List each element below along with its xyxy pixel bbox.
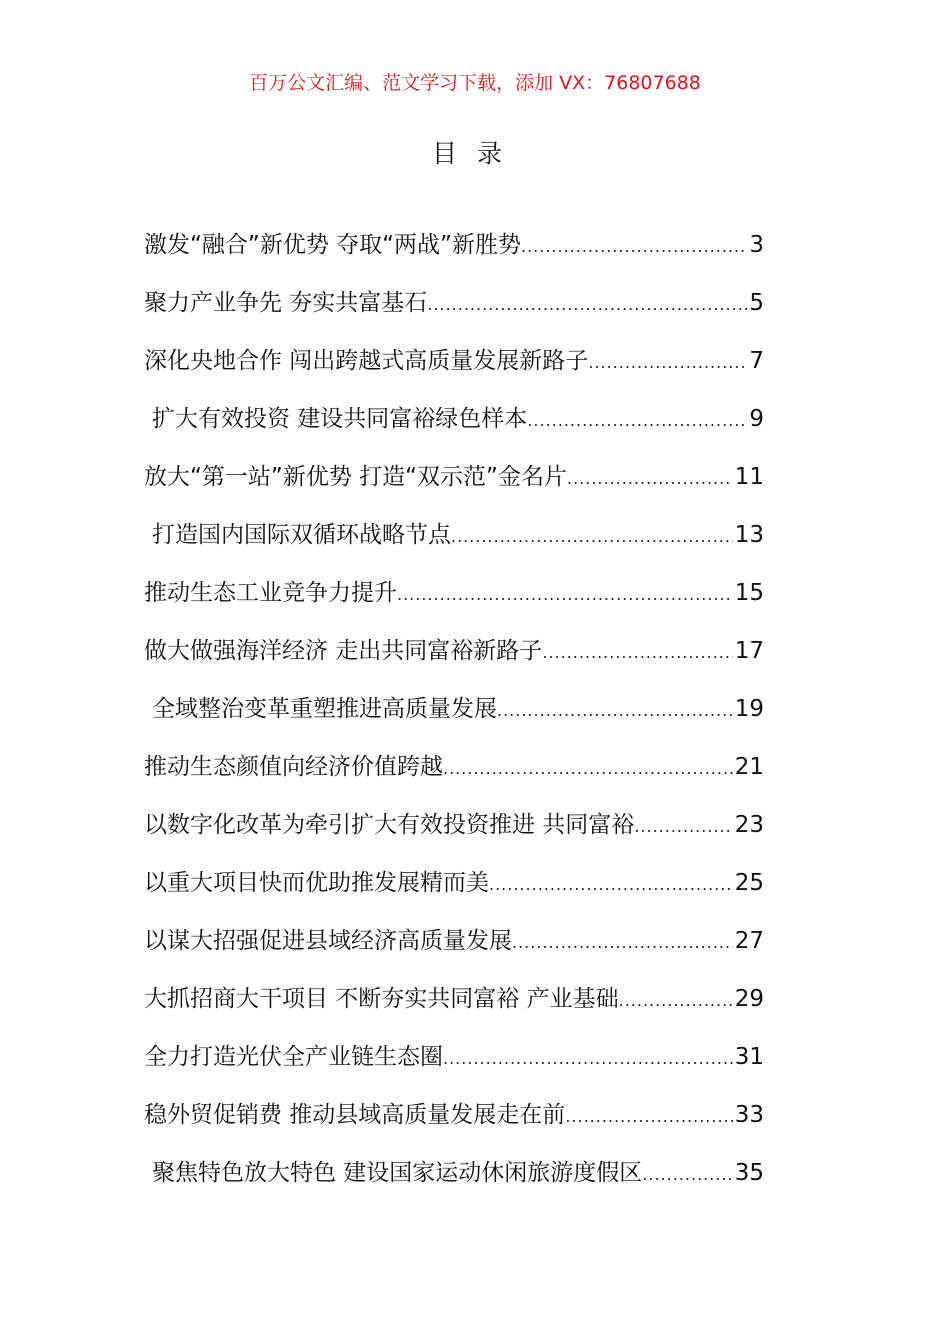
toc-entry[interactable] xyxy=(144,806,764,864)
toc-leader-dots xyxy=(527,411,747,430)
toc-entry-title: 大抓招商大干项目 不断夯实共同富裕 产业基础 xyxy=(144,986,619,1012)
toc-leader-dots xyxy=(497,701,733,720)
toc-entry-page: 11 xyxy=(734,464,764,490)
toc-entry-title: 聚焦特色放大特色 建设国家运动休闲旅游度假区 xyxy=(152,1160,643,1186)
toc-leader-dots xyxy=(521,237,747,256)
toc-leader-dots xyxy=(642,1165,732,1184)
toc-entry-title: 以谋大招强促进县域经济高质量发展 xyxy=(144,928,512,954)
toc-entry[interactable] xyxy=(144,574,764,632)
toc-entry-page: 25 xyxy=(734,870,764,896)
toc-entry[interactable] xyxy=(144,632,764,690)
toc-entry-page: 21 xyxy=(734,754,764,780)
toc-entry-page: 3 xyxy=(749,232,764,258)
toc-entry-page: 33 xyxy=(734,1102,764,1128)
toc-entry-title: 推动生态颜值向经济价值跨越 xyxy=(144,754,443,780)
toc-entry[interactable] xyxy=(144,284,764,342)
toc-entry[interactable] xyxy=(144,864,764,922)
toc-leader-dots xyxy=(512,933,733,952)
table-of-contents xyxy=(144,226,764,1212)
toc-entry[interactable] xyxy=(144,980,764,1038)
toc-entry[interactable] xyxy=(144,400,764,458)
toc-entry[interactable] xyxy=(144,922,764,980)
toc-entry[interactable] xyxy=(144,516,764,574)
toc-leader-dots xyxy=(489,875,733,894)
toc-entry[interactable] xyxy=(144,748,764,806)
toc-entry-title: 推动生态工业竞争力提升 xyxy=(144,580,397,606)
toc-leader-dots xyxy=(451,527,733,546)
toc-entry[interactable] xyxy=(144,1038,764,1096)
toc-entry-title: 打造国内国际双循环战略节点 xyxy=(152,522,451,548)
toc-leader-dots xyxy=(634,817,732,836)
toc-leader-dots xyxy=(443,759,733,778)
toc-entry-title: 激发“融合”新优势 夺取“两战”新胜势 xyxy=(144,232,521,258)
toc-entry[interactable] xyxy=(144,458,764,516)
toc-entry-page: 5 xyxy=(749,290,764,316)
toc-entry-page: 27 xyxy=(734,928,764,954)
toc-entry-title: 做大做强海洋经济 走出共同富裕新路子 xyxy=(144,638,543,664)
toc-entry-page: 13 xyxy=(734,522,764,548)
toc-title: 目 录 xyxy=(432,139,508,168)
toc-entry-page: 31 xyxy=(734,1044,764,1070)
toc-leader-dots xyxy=(443,1049,733,1068)
watermark-header: 百万公文汇编、范文学习下载，添加 VX：76807688 xyxy=(249,72,701,94)
toc-leader-dots xyxy=(588,353,747,372)
toc-entry[interactable] xyxy=(144,342,764,400)
toc-entry-title: 扩大有效投资 建设共同富裕绿色样本 xyxy=(152,406,528,432)
toc-entry-title: 以数字化改革为牵引扩大有效投资推进 共同富裕 xyxy=(144,812,635,838)
toc-entry-title: 全域整治变革重塑推进高质量发展 xyxy=(152,696,497,722)
toc-entry-page: 15 xyxy=(734,580,764,606)
toc-entry-title: 深化央地合作 闯出跨越式高质量发展新路子 xyxy=(144,348,589,374)
toc-entry-page: 19 xyxy=(734,696,764,722)
toc-entry-page: 29 xyxy=(734,986,764,1012)
toc-leader-dots xyxy=(427,295,747,314)
toc-entry-title: 以重大项目快而优助推发展精而美 xyxy=(144,870,489,896)
toc-entry-page: 9 xyxy=(749,406,764,432)
toc-entry[interactable] xyxy=(144,1096,764,1154)
toc-entry[interactable] xyxy=(144,690,764,748)
toc-entry-page: 23 xyxy=(734,812,764,838)
toc-entry-page: 7 xyxy=(749,348,764,374)
toc-leader-dots xyxy=(542,643,732,662)
toc-entry[interactable] xyxy=(144,1154,764,1212)
toc-leader-dots xyxy=(565,1107,732,1126)
toc-entry-title: 放大“第一站”新优势 打造“双示范”金名片 xyxy=(144,464,567,490)
toc-entry-page: 35 xyxy=(734,1160,764,1186)
toc-leader-dots xyxy=(567,469,733,488)
toc-entry-title: 聚力产业争先 夯实共富基石 xyxy=(144,290,428,316)
toc-leader-dots xyxy=(619,991,733,1010)
toc-entry-page: 17 xyxy=(734,638,764,664)
toc-entry-title: 全力打造光伏全产业链生态圈 xyxy=(144,1044,443,1070)
toc-leader-dots xyxy=(397,585,733,604)
toc-entry[interactable] xyxy=(144,226,764,284)
toc-entry-title: 稳外贸促销费 推动县域高质量发展走在前 xyxy=(144,1102,566,1128)
